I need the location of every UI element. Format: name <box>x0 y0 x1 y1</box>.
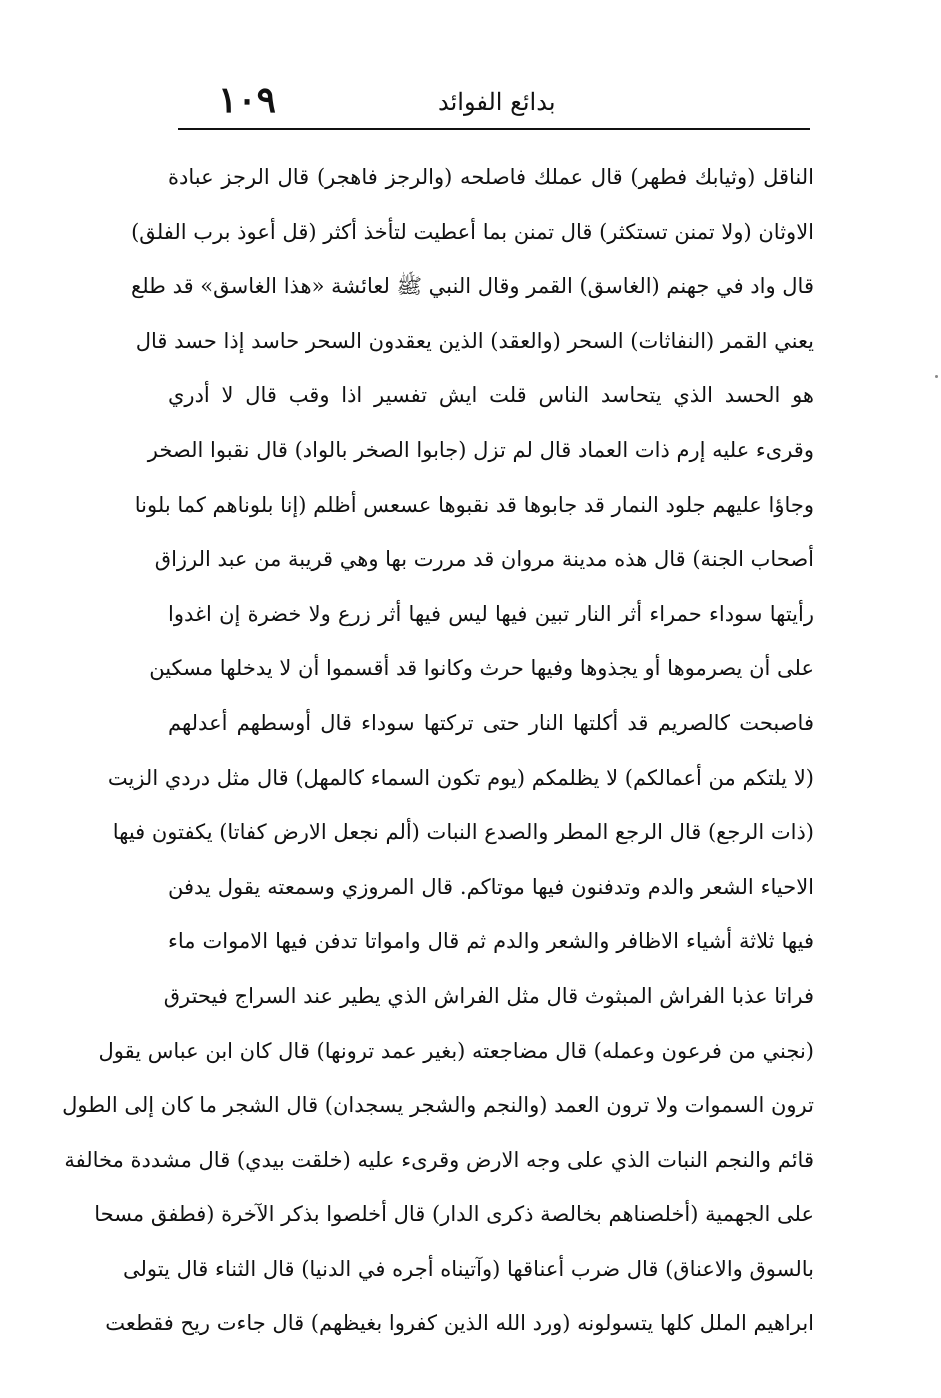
text-line: على الجهمية (أخلصناهم بخالصة ذكرى الدار) قال أخلصوا بذكر الآخرة (فطفق مسحا <box>94 1202 814 1227</box>
body-text <box>62 150 814 1351</box>
text-line: هو الحسد الذي يتحاسد الناس قلت ايش تفسير اذا وقب قال لا أدري <box>168 383 814 408</box>
text-line: الاوثان (ولا تمنن تستكثر) قال تمنن بما أعطيت لتأخذ أكثر (قل أعوذ برب الفلق) <box>131 219 814 244</box>
text-line: قائم والنجم النبات الذي على وجه الارض وقرىء عليه (خلقت بيدي) قال مشددة مخالفة <box>64 1147 814 1172</box>
text-line: يعني القمر (النفاثات) السحر (والعقد) الذين يعقدون السحر حاسد إذا حسد قال <box>135 328 814 353</box>
text-line: فيها ثلاثة أشياء الاظافر والشعر والدم ثم قال وامواتا تدفن فيها الاموات ماء <box>168 929 814 954</box>
text-line: فراتا عذبا الفراش المبثوث قال مثل الفراش الذي يطير عند السراج فيحترق <box>163 983 814 1008</box>
text-line: (نجني من فرعون وعمله) قال مضاجعته (بغير عمد ترونها) قال كان ابن عباس يقول <box>98 1038 814 1063</box>
text-line: على أن يصرموها أو يجذوها وفيها حرث وكانوا قد أقسموا أن لا يدخلها مسكين <box>149 656 814 681</box>
page-header <box>178 78 810 126</box>
text-line: الناقل (وثيابك فطهر) قال عملك فاصلحه (والرجز فاهجر) قال الرجز عبادة <box>168 165 814 189</box>
text-line: أصحاب الجنة) قال هذه مدينة مروان قد مررت بها وهي قريبة من عبد الرزاق <box>154 547 814 572</box>
text-line: رأيتها سوداء حمراء أثر النار تبين فيها ليس فيها أثر زرع ولا خضرة إن اغدوا <box>168 601 814 626</box>
text-line: ترون السموات ولا ترون العمد (والنجم والشجر يسجدان) قال الشجر ما كان إلى الطول <box>62 1093 814 1118</box>
text-line: فاصبحت كالصريم قد أكلتها النار حتى تركتها سوداء قال أوسطهم أعدلهم <box>168 710 814 735</box>
margin-speck <box>935 375 938 378</box>
header-rule <box>178 128 810 130</box>
text-line: وقرىء عليه إرم ذات العماد قال لم تزل (جابوا الصخر بالواد) قال نقبوا الصخر <box>147 437 814 462</box>
running-title: بدائع الفوائد <box>438 88 556 116</box>
text-line: بالسوق والاعناق) قال ضرب أعناقها (وآتيناه أجره في الدنيا) قال الثناء قال يتولى <box>123 1256 814 1281</box>
text-line: (ذات الرجع) قال الرجع المطر والصدع النبات (ألم نجعل الارض كفاتا) يكفتون فيها <box>112 820 814 845</box>
text-line: الاحياء الشعر والدم وتدفنون فيها موتاكم. قال المروزي وسمعته يقول يدفن <box>168 874 814 899</box>
text-line: وجاؤا عليهم جلود النمار قد جابوها قد نقبوها عسعس أظلم (إنا بلوناهم كما بلونا <box>134 492 814 517</box>
page-number: ١٠٩ <box>218 79 277 121</box>
text-line: ابراهيم الملل كلها يتسولونه (ورد الله الذين كفروا بغيظهم) قال جاءت ريح فقطعت <box>105 1311 814 1336</box>
text-line: (لا يلتكم من أعمالكم) لا يظلمكم (يوم تكون السماء كالمهل) قال مثل دردي الزيت <box>107 765 814 790</box>
text-line: قال واد في جهنم (الغاسق) القمر وقال النبي ﷺ لعائشة «هذا الغاسق» قد طلع <box>131 274 814 299</box>
